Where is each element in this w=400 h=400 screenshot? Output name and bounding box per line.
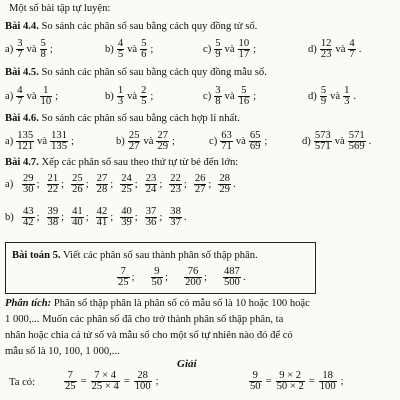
separator: ; [165, 271, 169, 283]
fraction: $\frac{28}{100}$ [134, 369, 151, 392]
exercise-number: Bài 4.7. [5, 157, 39, 168]
item-c: c) 5 9 và 10 17 ; [203, 37, 257, 60]
fraction: $\frac{18}{100}$ [319, 369, 336, 392]
item-c: c) 63 71 và 65 69 ; [209, 129, 268, 152]
exercise-4-6-items [5, 129, 397, 153]
problem-text: Viết các phân số sau thành phân số thập phân. [60, 250, 258, 261]
item-a: a) 135 121 và 131 135 ; [5, 129, 74, 152]
fraction: $\frac{7}{25}$ [65, 369, 76, 392]
separator: ; [134, 178, 138, 190]
problem-5-fractions [116, 265, 259, 289]
exercise-4-4-items [5, 37, 397, 61]
fraction: 24 25 [121, 172, 132, 195]
separator: ; [110, 178, 114, 190]
fraction: 5 9 [215, 37, 221, 60]
fraction: 10 17 [238, 37, 250, 60]
fraction: 7 25 [118, 265, 129, 288]
item-a: a) 4 7 và 1 10 ; [5, 84, 59, 107]
separator: . [232, 178, 236, 190]
solution-equation-1: $\frac{7}{25}$ = $\frac{7 \times 4}{25 \times 4}$ = $\frac{28}{100}$ ; [65, 369, 159, 392]
item-d: d) 12 23 và 4 7 . [308, 37, 362, 60]
fraction: 22 23 [170, 172, 181, 195]
exercise-number: Bài 4.6. [5, 113, 39, 124]
fraction: 25 27 [128, 129, 140, 152]
fraction: 4 7 [17, 84, 23, 107]
fraction: 39 38 [47, 205, 59, 228]
exercise-4-6-heading [5, 113, 240, 124]
analysis-line-4: mẫu số là 10, 100, 1 000,... [5, 346, 120, 357]
exercise-text: So sánh các phân số sau bằng cách quy đồng mẫu số. [38, 67, 267, 78]
exercise-4-4-heading [5, 21, 257, 32]
separator: . [242, 271, 246, 283]
separator: ; [159, 211, 163, 223]
fraction: 28 29 [219, 172, 230, 195]
fraction: $\frac{9}{50}$ [250, 369, 261, 392]
fraction: 5 9 [320, 84, 327, 107]
problem-5-heading [12, 250, 258, 261]
exercise-4-5-heading [5, 67, 267, 78]
fraction: 4 5 [117, 37, 124, 60]
fraction: 27 29 [157, 129, 169, 152]
item-a: a) 3 7 và 5 8 ; [5, 37, 53, 60]
exercise-text: Xếp các phân số sau theo thứ tự từ bé đến lớn: [38, 157, 239, 168]
fraction: 487 500 [223, 265, 240, 288]
separator: ; [36, 178, 40, 190]
fraction: 21 22 [47, 172, 59, 195]
fraction: $\frac{9 \times 2}{50 \times 2}$ [276, 369, 304, 392]
problem-number: Bài toán 5. [12, 250, 61, 261]
fraction: 5 6 [141, 37, 147, 60]
fraction: 1 3 [344, 84, 350, 107]
fraction: 12 23 [320, 37, 332, 60]
separator: ; [85, 211, 89, 223]
fraction: 63 71 [221, 129, 232, 152]
item-d: d) 5 9 và 1 3 . [308, 84, 357, 107]
separator: ; [61, 211, 65, 223]
fraction: 42 41 [96, 205, 108, 228]
analysis-label: Phân tích: [5, 298, 52, 309]
item-d: d) 573 571 và 571 569 . [302, 129, 372, 152]
fraction: 3 8 [215, 84, 221, 107]
separator: ; [61, 178, 65, 190]
analysis-line-3: nhân hoặc chia cả tử số và mẫu số cho một số tự nhiên nào đó để có [5, 330, 293, 341]
exercise-4-7-b-label: b) [5, 212, 14, 223]
analysis-line-2: 1 000,... Muốn các phân số đã cho trở thành phân số thập phân, ta [5, 314, 284, 325]
fraction: 1 3 [117, 84, 124, 107]
fraction: 2 5 [141, 84, 147, 107]
item-b: b) 4 5 và 5 6 ; [105, 37, 154, 60]
exercise-4-7-a-label: a) [5, 179, 14, 190]
separator: ; [36, 211, 40, 223]
problem-5-box [5, 242, 316, 294]
fraction: 4 7 [349, 37, 355, 60]
separator: ; [208, 178, 212, 190]
fraction: 41 40 [72, 205, 83, 228]
fraction-sequence-a [21, 172, 241, 196]
fraction: 27 28 [96, 172, 108, 195]
fraction-sequence-b [21, 205, 192, 229]
fraction: 5 8 [40, 37, 46, 60]
item-b: b) 25 27 và 27 29 ; [116, 129, 175, 152]
fraction: 135 121 [17, 129, 34, 152]
exercise-4-5-items [5, 84, 397, 108]
fraction: 23 24 [145, 172, 157, 195]
fraction: 571 569 [348, 129, 365, 152]
exercise-text: So sánh các phân số sau bằng cách quy đồng tử số. [38, 21, 258, 32]
fraction: 9 50 [151, 265, 163, 288]
solution-title: Giải [177, 358, 197, 370]
exercise-number: Bài 4.5. [5, 67, 39, 78]
separator: ; [183, 178, 187, 190]
fraction: 37 36 [145, 205, 157, 228]
fraction: 131 135 [51, 129, 68, 152]
separator: ; [85, 178, 89, 190]
exercise-text: So sánh các phân số sau bằng cách hợp lí nhất. [38, 113, 240, 124]
exercise-number: Bài 4.4. [5, 21, 39, 32]
item-c: c) 3 8 và 5 16 ; [203, 84, 257, 107]
analysis-line-1: Phân tích: Phân số thập phân là phân số có mẫu số là 10 hoặc 100 hoặc [5, 298, 310, 309]
fraction: 29 30 [23, 172, 34, 195]
exercise-4-7-heading [5, 157, 238, 168]
fraction: 76 200 [185, 265, 201, 288]
fraction: 25 26 [72, 172, 83, 195]
intro-text: Một số bài tập tự luyện: [9, 3, 111, 14]
solution-equation-2: $\frac{9}{50}$ = $\frac{9 \times 2}{50 \times 2}$ = $\frac{18}{100}$ ; [250, 369, 344, 392]
fraction: 5 16 [238, 84, 250, 107]
fraction: 65 69 [249, 129, 261, 152]
fraction: $\frac{7 \times 4}{25 \times 4}$ [91, 369, 119, 392]
fraction: 3 7 [17, 37, 23, 60]
fraction: 573 571 [314, 129, 331, 152]
fraction: 38 37 [170, 205, 181, 228]
fraction: 40 39 [121, 205, 132, 228]
fraction: 43 42 [23, 205, 34, 228]
separator: . [183, 211, 187, 223]
item-b: b) 1 3 và 2 5 ; [105, 84, 154, 107]
separator: ; [203, 271, 207, 283]
solution-prefix: Ta có: [9, 377, 36, 388]
separator: ; [134, 211, 138, 223]
fraction: 26 27 [194, 172, 206, 195]
separator: ; [159, 178, 163, 190]
fraction: 1 10 [40, 84, 52, 107]
separator: ; [110, 211, 114, 223]
separator: ; [131, 271, 135, 283]
